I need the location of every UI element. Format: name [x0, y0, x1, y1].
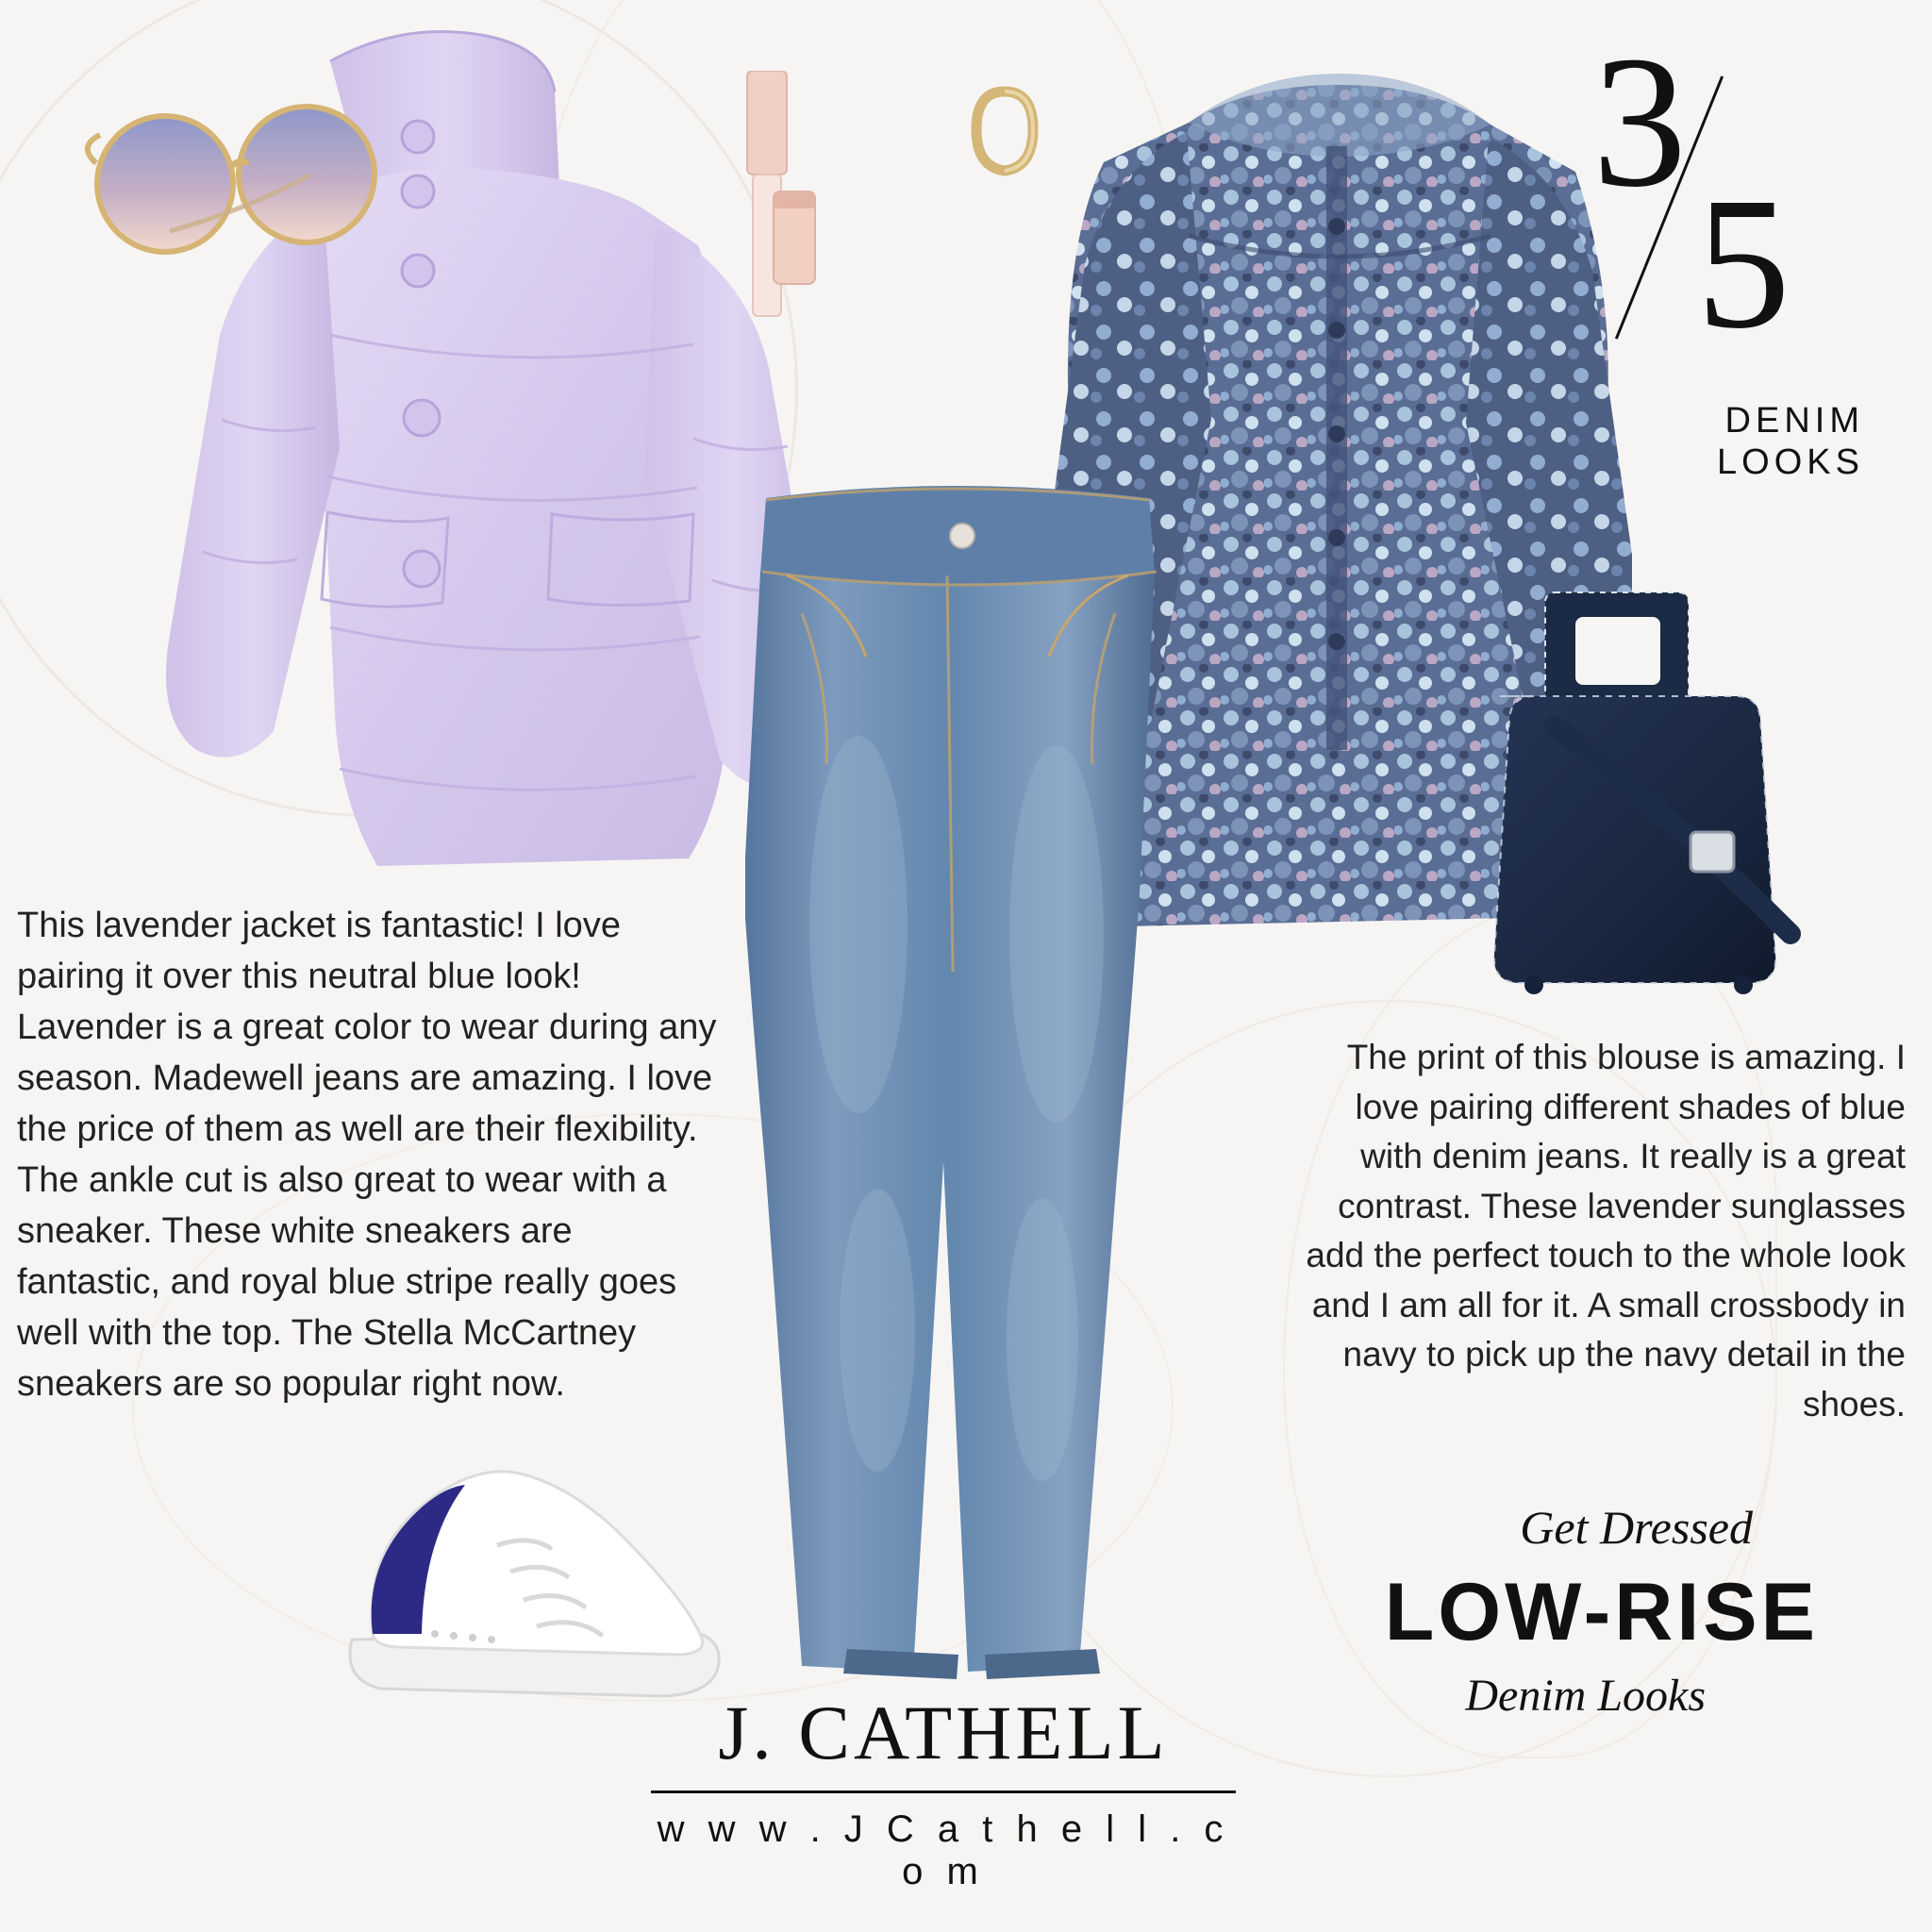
number-caption [1717, 401, 1864, 483]
lip-gloss-image [726, 71, 830, 335]
logo-divider [651, 1790, 1236, 1793]
madewell-jeans-image [745, 481, 1170, 1684]
round-gradient-sunglasses-image [75, 90, 415, 259]
number-numerator: 3 [1592, 18, 1687, 226]
brand-eyebrow: Get Dressed [1520, 1501, 1753, 1554]
white-sneaker-image [335, 1434, 741, 1717]
brand-subhead: Denim Looks [1465, 1671, 1706, 1721]
number-denominator: 5 [1696, 159, 1790, 368]
left-description-text: This lavender jacket is fantastic! I love pairing it over this neutral blue look! Lavender is a great color to wear during any season. Madewell jeans are amazing. I love the price of them as well are their flexibility. The ankle cut is also great to wear with a sneaker. These white sneakers are fantastic, and royal blue stripe really goes well with the top. The Stella McCartney sneakers are so popular right now. [17, 906, 717, 1404]
logo-url: w w w . J C a t h e l l . c o m [657, 1808, 1230, 1892]
number-caption-line1: DENIM [1724, 401, 1864, 441]
logo-block [651, 1689, 1236, 1893]
logo-name: J. CATHELL [718, 1690, 1169, 1775]
navy-crossbody-bag-image [1443, 585, 1840, 1028]
number-caption-line2: LOOKS [1717, 441, 1864, 482]
right-description-text: The print of this blouse is amazing. I love pairing different shades of blue with denim jeans. It really is a great contrast. These lavender sunglasses add the perfect touch to the whole look and I am all for it. A small crossbody in navy to pick up the navy detail in the shoes. [1306, 1038, 1906, 1424]
gold-hoop-earring-image [962, 80, 1047, 184]
brand-headline: LOW-RISE [1384, 1567, 1819, 1657]
number-callout [1583, 18, 1866, 443]
